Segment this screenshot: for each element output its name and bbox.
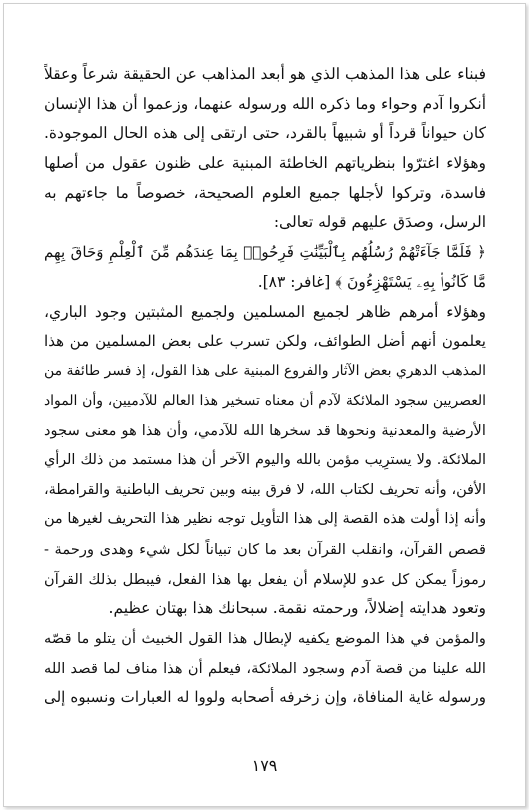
- quran-verse-line: مَّا كَانُوا۟ بِهِۦ يَسْتَهْزِءُونَ ﴾ [غافر: ٨٣].: [257, 272, 486, 291]
- text-line: والمؤمن في هذا الموضع يكفيه لإبطال هذا القول الخبيث أن يتلو ما قصّه: [44, 630, 486, 648]
- text-line: وهؤلاء أمرهم ظاهر لجميع المسلمين ولجميع المثبتين وجود الباري،: [44, 302, 486, 321]
- text-line: قصص القرآن، وانقلب القرآن بعد ما كان تبياناً لكل شيء وهدى ورحمة -: [44, 541, 486, 558]
- text-line: فاسدة، وتركوا لأجلها جميع العلوم الصحيحة، خصوصاً ما جاءتهم به: [44, 183, 486, 202]
- text-line: رموزاً يمكن كل عدو للإسلام أن يفعل بها هذا الفعل، فيبطل بذلك القرآن: [44, 570, 486, 588]
- text-line: الملائكة. ولا يسترِيب مؤمن بالله واليوم الآخر أن هذا مستمد من ذلك الرأي: [44, 451, 486, 468]
- text-line: الأرضية والمعدنية ونحوها قد سخرها الله للآدمي، وأن هذا هو معنى سجود: [44, 422, 486, 440]
- text-line: وهؤلاء اغترّوا بنظرياتهم الخاطئة المبنية على ظنون عقول من أصلها: [44, 154, 486, 173]
- text-line: الرسل، وصدَق عليهم قوله تعالى:: [273, 213, 486, 232]
- text-line: فبناء على هذا المذهب الذي هو أبعد المذاهب عن الحقيقة شرعاً وعقلاً: [44, 65, 486, 83]
- quran-verse-line: ﴿ فَلَمَّا جَآءَتْهُمْ رُسُلُهُم بِٱلْبَيِّنَٰتِ فَرِحُوا۟ بِمَا عِندَهُم مِّنَ ٱلْعِلْمِ وَحَاقَ بِهِم: [44, 243, 486, 262]
- text-line: ورسوله غاية المنافاة، وإن زخرفه أصحابه ولووا له العبارات ونسبوه إلى: [44, 688, 486, 707]
- text-line: وأنه إذا أولت هذه القصة إلى هذا التأويل توجه نظير هذا التحريف لغيرها من: [44, 511, 486, 528]
- text-line: يعلمون أنهم أضل الطوائف، ولكن تسرب على بعض المسلمين من هذا: [44, 332, 486, 351]
- text-line: العصريين سجود الملائكة لآدم أن معناه تسخير هذا العالم للآدميين، وأن المواد: [44, 392, 486, 409]
- text-line: كان حيواناً قرداً أو شبيهاً بالقرد، حتى ارتقى إلى هذه الحال الموجودة.: [44, 124, 486, 143]
- text-line: الله علينا من قصة آدم وسجود الملائكة، فيعلم أن هذا مناف لما قصد الله: [44, 659, 486, 677]
- page-number: ١٧٩: [251, 756, 278, 775]
- text-line: المذهب الدهري بعض الآثار والفروع المبنية على هذا القول، إذ فسر طائفة من: [44, 362, 486, 379]
- text-line: وتعود هدايته إضلالاً، ورحمته نقمة. سبحانك هذا بهتان عظيم.: [108, 599, 486, 618]
- text-line: أنكروا آدم وحواء وما ذكره الله ورسوله عنهما، وزعموا أن هذا الإنسان: [44, 94, 486, 113]
- text-line: الأفن، وأنه تحريف لكتاب الله، لا فرق بينه وبين تحريف الباطنية والقرامطة،: [44, 481, 486, 498]
- page-body: [44, 60, 486, 713]
